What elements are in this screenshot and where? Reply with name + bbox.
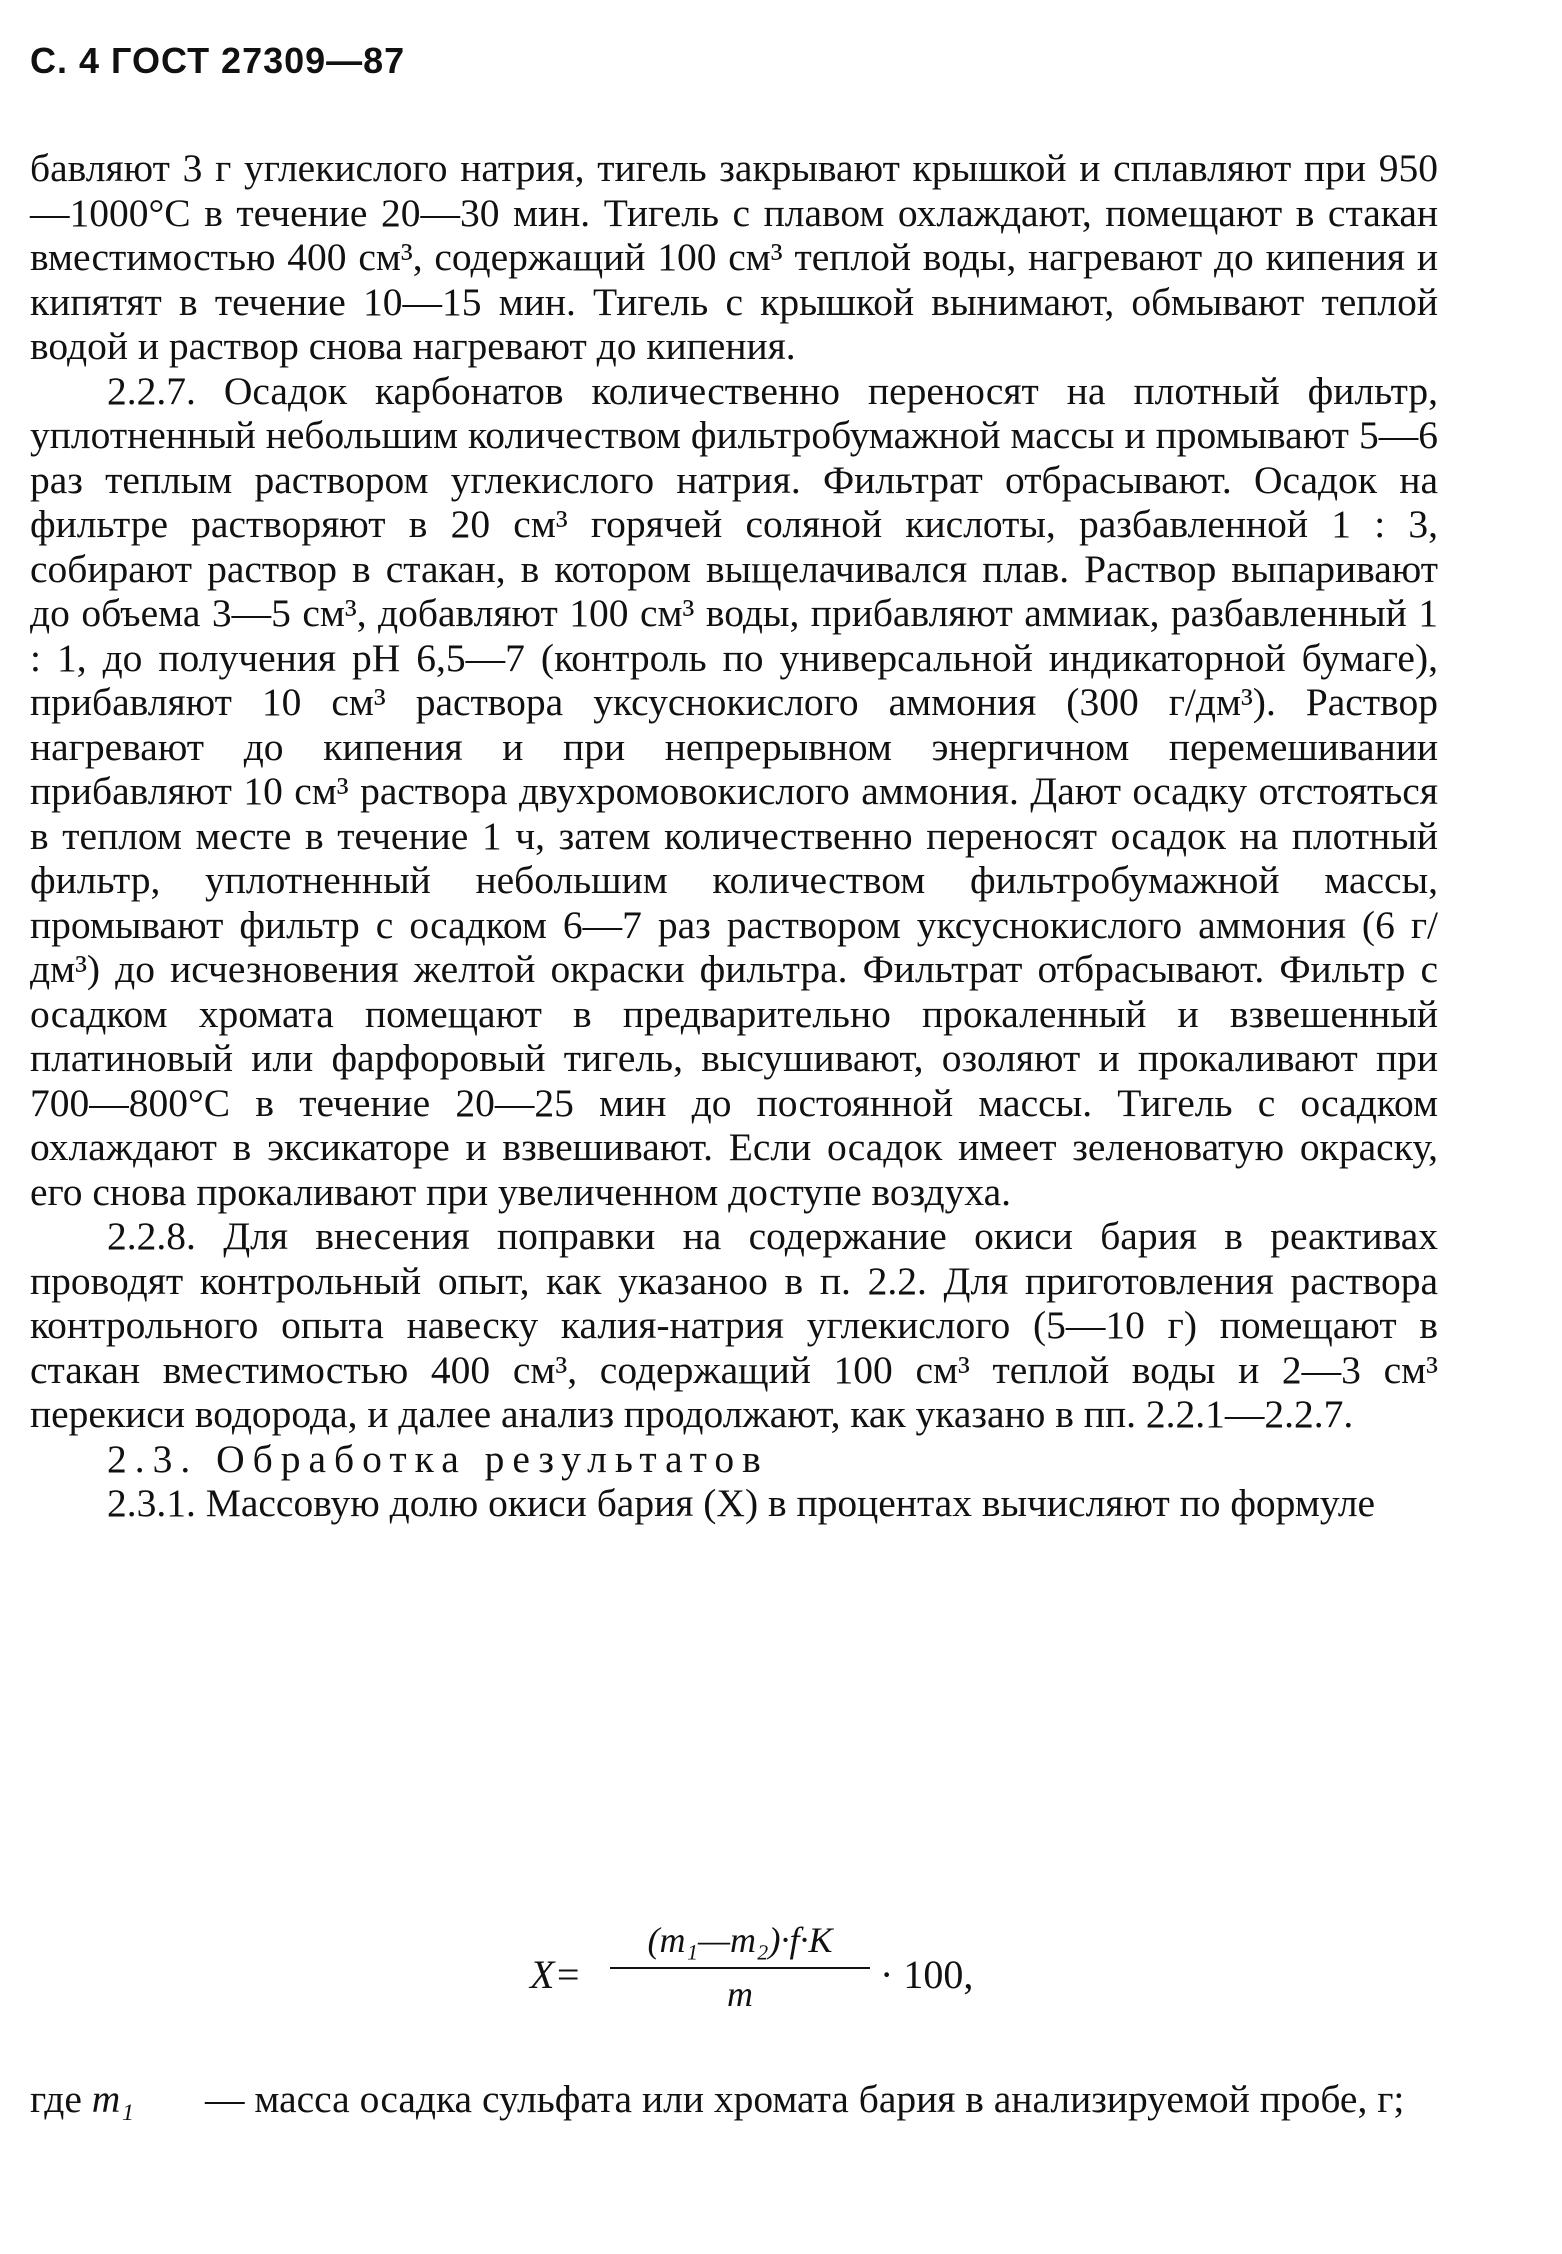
paragraph-2-2-8: 2.2.8. Для внесения поправки на содержание окиси бария в реактивах проводят контрольный опыт, как указаноо в п. 2.2. Для приготовления раствора контрольного опыта навеску калия-натрия углекислого (5—10 г) помещают в стакан вместимостью 400 см³, содержащий 100 см³ теплой воды и 2—3 см³ перекиси водорода, и далее анализ продолжают, как указано в пп. 2.2.1—2.2.7. [30,1214,1438,1436]
formula-fraction [610,1919,870,2015]
paragraph-2-2-7: 2.2.7. Осадок карбонатов количественно переносят на плотный фильтр, уплотненный небольшим количеством фильтробумажной массы и промывают 5—6 раз теплым раствором углекислого натрия. Фильтрат отбрасывают. Осадок на фильтре растворяют в 20 см³ горячей соляной кислоты, разбавленной 1 : 3, собирают раствор в стакан, в котором выщелачивался плав. Раствор выпаривают до объема 3—5 см³, добавляют 100 см³ воды, прибавляют аммиак, разбавленный 1 : 1, до получения pH 6,5—7 (контроль по универсальной индикаторной бумаге), прибавляют 10 см³ раствора уксуснокислого аммония (300 г/дм³). Раствор нагревают до кипения и при непрерывном энергичном перемешивании прибавляют 10 см³ раствора двухромовокислого аммония. Дают осадку отстояться в теплом месте в течение 1 ч, затем количественно переносят осадок на плотный фильтр, уплотненный небольшим количеством фильтробумажной массы, промывают фильтр с осадком 6—7 раз раствором уксуснокислого аммония (6 г/дм³) до исчезновения желтой окраски фильтра. Фильтрат отбрасывают. Фильтр с осадком хромата помещают в предварительно прокаленный и взвешенный платиновый или фарфоровый тигель, высушивают, озоляют и прокаливают при 700—800°С в течение 20—25 мин до постоянной массы. Тигель с осадком охлаждают в эксикаторе и взвешивают. Если осадок имеет зеленоватую окраску, его снова прокаливают при увеличенном доступе воздуха. [30,368,1438,1214]
body-text [30,146,1438,1526]
legend-where-word: где [30,2077,82,2121]
legend-symbol: m₁ [91,2077,135,2121]
running-head: С. 4 ГОСТ 27309—87 [30,40,406,81]
formula-rhs: · 100, [880,1952,974,1997]
legend-where [30,2077,134,2122]
formula-legend [30,2077,1438,2122]
paragraph-continuation: бавляют 3 г углекислого натрия, тигель закрывают крышкой и сплавляют при 950—1000°С в течение 20—30 мин. Тигель с плавом охлаждают, помещают в стакан вместимостью 400 см³, содержащий 100 см³ теплой воды, нагревают до кипения и кипятят в течение 10—15 мин. Тигель с крышкой вынимают, обмывают теплой водой и раствор снова нагревают до кипения. [30,146,1438,368]
formula-lhs: X= [530,1952,582,1997]
fraction-bar [610,1967,870,1969]
formula-numerator: (m₁—m₂)·f·K [647,1920,833,1960]
formula [0,1919,1562,2039]
legend-description: — масса осадка сульфата или хромата бария в анализируемой пробе, г; [205,2077,1405,2121]
formula-denominator: m [727,1974,753,2014]
section-heading: 2.3. Обработка результатов [107,1436,769,1481]
paragraph-2-3-1: 2.3.1. Массовую долю окиси бария (X) в процентах вычисляют по формуле [107,1481,1376,1525]
